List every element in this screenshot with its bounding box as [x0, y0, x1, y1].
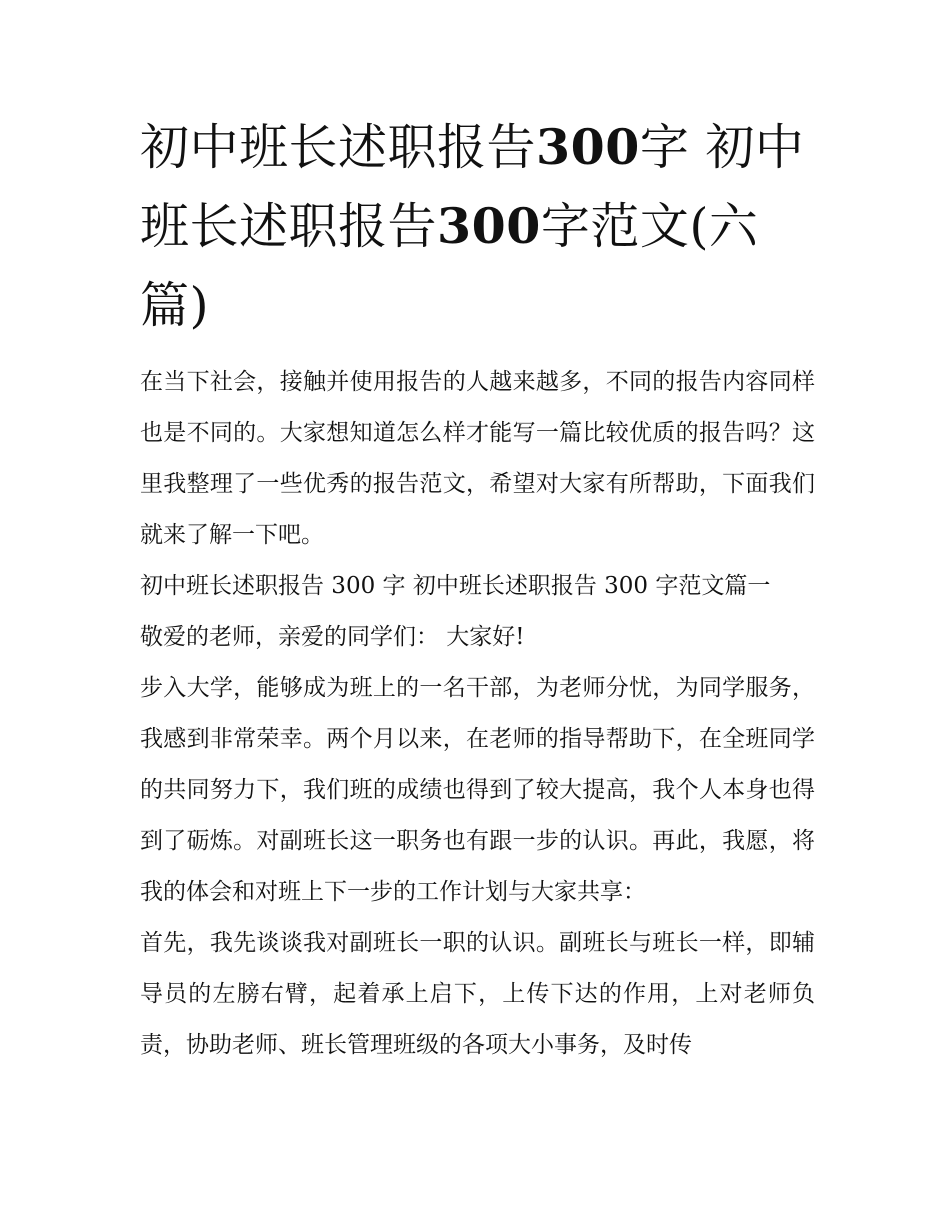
title-number-2: 300 — [437, 197, 541, 255]
title-text-1: 初中班长述职报告 — [140, 119, 537, 176]
document-body — [140, 357, 815, 1071]
document-title — [140, 108, 815, 345]
body-paragraph-1: 步入大学，能够成为班上的一名干部，为老师分忧，为同学服务，我感到非常荣幸。两个月以来，在老师的指导帮助下，在全班同学的共同努力下，我们班的成绩也得到了较大提高，我个人本身也得到了砺炼。对副班长这一职务也有跟一步的认识。再此，我愿，将我的体会和对班上下一步的工作计划与大家共享： — [140, 675, 815, 905]
body-paragraph-2: 首先，我先谈谈我对副班长一职的认识。副班长与班长一样，即辅导员的左膀右臂，起着承上启下，上传下达的作用，上对老师负责，协助老师、班长管理班级的各项大小事务，及时传 — [140, 930, 815, 1058]
title-text-3: 字范文(六篇) — [140, 198, 759, 334]
title-number-1: 300 — [536, 118, 640, 176]
document-content — [140, 108, 815, 1071]
title-text-2: 字 初中班长述职报告 — [140, 119, 805, 255]
greeting-paragraph: 敬爱的老师，亲爱的同学们： 大家好! — [140, 624, 525, 650]
section-heading: 初中班长述职报告 300 字 初中班长述职报告 300 字范文篇一 — [140, 573, 771, 599]
intro-paragraph: 在当下社会，接触并使用报告的人越来越多，不同的报告内容同样也是不同的。大家想知道怎么样才能写一篇比较优质的报告吗？这里我整理了一些优秀的报告范文，希望对大家有所帮助，下面我们就来了解一下吧。 — [140, 369, 815, 548]
